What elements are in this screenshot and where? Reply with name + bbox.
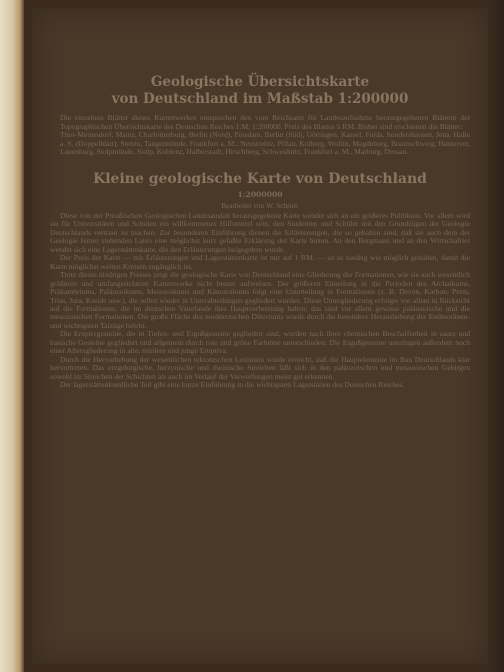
brown-paper-sheet xyxy=(32,8,488,664)
map-overview-title-line2: von Deutschland im Maßstab 1:200000 xyxy=(111,91,409,107)
small-map-heading: Kleine geologische Karte von Deutschland xyxy=(93,170,427,187)
map-overview-title xyxy=(50,74,470,108)
body-paragraph: Diese von der Preußischen Geologischen Landesanstalt herausgegebene Karte wendet sich an ein größeres Publikum. Vor allem wird sie für Universitäten und Schulen ein willkommenes Hilfsmittel sein, den Studenten und Schüler mit den Grundzügen der Geologie Deutschlands vertraut zu machen. Zur besonderen Einführung dienen die Erläuterungen, die so gehalten sind, daß sie auch dem der Geologie ferner stehenden Laien eine möglichst kurz gefaßte Erklärung der Karte bieten. An den Bergmann und an den Wirtschaftler wendet sich eine Lagerstättenkarte, die den Erläuterungen beigegeben wurde. xyxy=(50,210,470,254)
map-overview-title-line1: Geologische Übersichtskarte xyxy=(150,74,370,90)
body-paragraph: Der lagerstättenkundliche Teil gibt eine kurze Einführung in die wichtigsten Lagerstätten des Deutschen Reiches. xyxy=(60,380,405,390)
body-paragraph: Die Eruptivgesteine, die in Tiefen- und Ergußgesteine gegliedert sind, wurden nach ihrer chemischen Beschaffenheit in saure und basische Gesteine gegliedert und allgemein durch rote und grüne Farbtöne unterschieden. Die Ergußgesteine unterlagen außerdem noch einer Altersgliederung in alte, mittlere und junge Eruptiva. xyxy=(50,329,470,356)
facing-page-edge xyxy=(0,0,24,672)
map-overview-description: Die einzelnen Blätter dieses Kartenwerkes entsprechen den vom Reichsamt für Landesaufnahme herausgegebenen Blättern der Topographischen Übersichtskarte des Deutschen Reiches 1:M. 1:200000. Preis des Blattes 5 RM. Bisher sind erschienen die Blätter: xyxy=(60,113,470,131)
advertisement-text xyxy=(50,74,470,389)
map-overview-sheet-list: Trier-Mettendorf, Mainz, Charlottenburg, Berlin (Nord), Potsdam, Berlin (Süd), Göttingen, Kassel, Fulda, Sondershausen, Jena, Halle a. S. (Doppelblatt), Stettin, Tangermünde, Frankfurt a. M., Neustrelitz, Pillau, Kolberg, Wollin, Magdeburg, Braunschweig, Hannover, Lauenburg, Stolpmünde, Stolp, Koblenz, Halberstadt, Hirschberg, Schweidnitz, Frankfurt a. M., Marburg, Dessau. xyxy=(60,130,470,157)
body-paragraph: Der Preis der Karte — mit Erläuterungen und Lagerstättenkarte ist nur auf 1 RM. — ist so niedrig wie möglich gehalten, damit die Karte möglichst weiten Kreisen zugänglich ist. xyxy=(50,253,470,271)
body-paragraph: Trotz dieses niedrigen Preises zeigt die geologische Karte von Deutschland eine Gliederung der Formationen, wie sie auch wesentlich größeren und umfangreicheren Kartenwerke nicht besser aufweisen. Der größeren Einteilung in die Perioden des Archaikums, Präkambriums, Paläozoikums, Mesozoikums und Känozoikums folgt eine Unterteilung in Formationen (z. B. Devon, Karbon, Perm, Trias, Jura, Kreide usw.), die selbst wieder in Unterabteilungen gegliedert wurden. Diese Untergliederung erfolgte vor allem in Rücksicht auf die Formationen, die im deutschen Vaterlande ihre Hauptverbreitung haben; das sind vor allem gewisse paläozoische und die mesozoischen Formationen. Die große Fläche des norddeutschen Diluviums wurde durch die besondere Heraushebung der Endmoränen- und wichtigsten Talzüge belebt. xyxy=(50,270,470,330)
map-overview-intro xyxy=(50,114,470,157)
small-map-body xyxy=(50,212,470,390)
body-paragraph: Durch die Hervorhebung der wesentlichen tektonischen Leitlinien wurde erreicht, daß die Hauptelemente im Bau Deutschlands klar hervortreten. Das erzgebirgische, herzynische und rheinische Streichen läßt sich in den paläozoischen und mesozoischen Gebirgen sowohl im Streichen der Schichten als auch im Verlauf der Verwerfungen meist gut erkennen. xyxy=(50,354,470,381)
small-map-editor: Bearbeitet von W. Schriel. xyxy=(221,200,299,210)
small-map-scale: 1:2000000 xyxy=(237,189,283,199)
